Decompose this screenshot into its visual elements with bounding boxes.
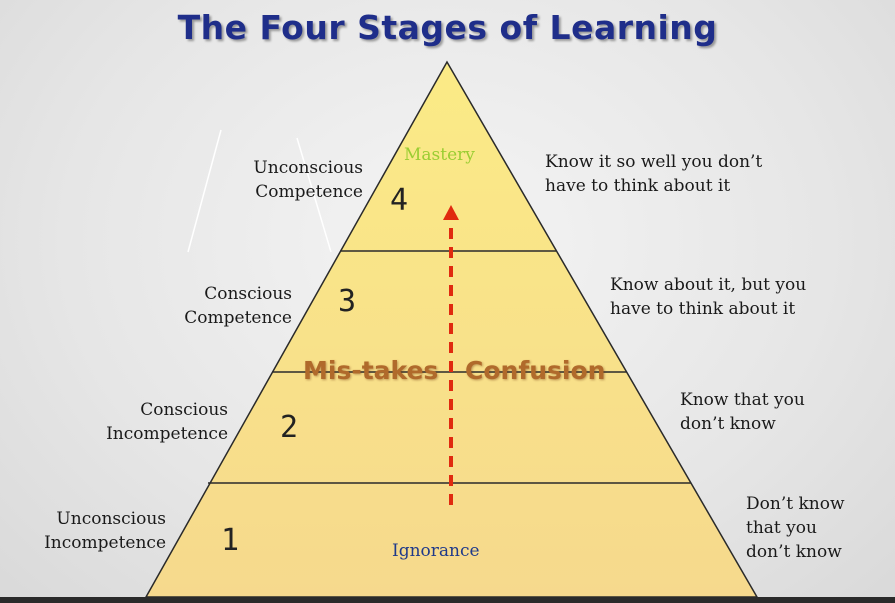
stage-number-3: 3: [338, 284, 357, 319]
left-label-stage-4: Unconscious Competence: [253, 158, 363, 202]
stage-number-1: 1: [221, 523, 240, 558]
right-label-stage-3: Know about it, but you have to think about it: [610, 275, 807, 319]
stage-number-4: 4: [390, 183, 409, 218]
bottom-border: [0, 597, 895, 603]
right-label-stage-2: Know that you don’t know: [680, 390, 805, 434]
right-label-stage-4: Know it so well you don’t have to think about it: [545, 152, 763, 196]
stage-name-mastery: Mastery: [404, 145, 475, 165]
stage-number-2: 2: [280, 410, 299, 445]
band-word-confusion: Confusion: [465, 356, 606, 385]
left-label-stage-3: Conscious Competence: [184, 284, 292, 328]
left-label-stage-1: Unconscious Incompetence: [44, 509, 166, 553]
diagram-title: The Four Stages of Learning: [177, 8, 718, 47]
stage-name-ignorance: Ignorance: [392, 541, 480, 561]
left-label-stage-2: Conscious Incompetence: [106, 400, 228, 444]
right-label-stage-1: Don’t know that you don’t know: [746, 494, 845, 562]
band-word-mistakes: Mis-takes: [303, 356, 439, 385]
